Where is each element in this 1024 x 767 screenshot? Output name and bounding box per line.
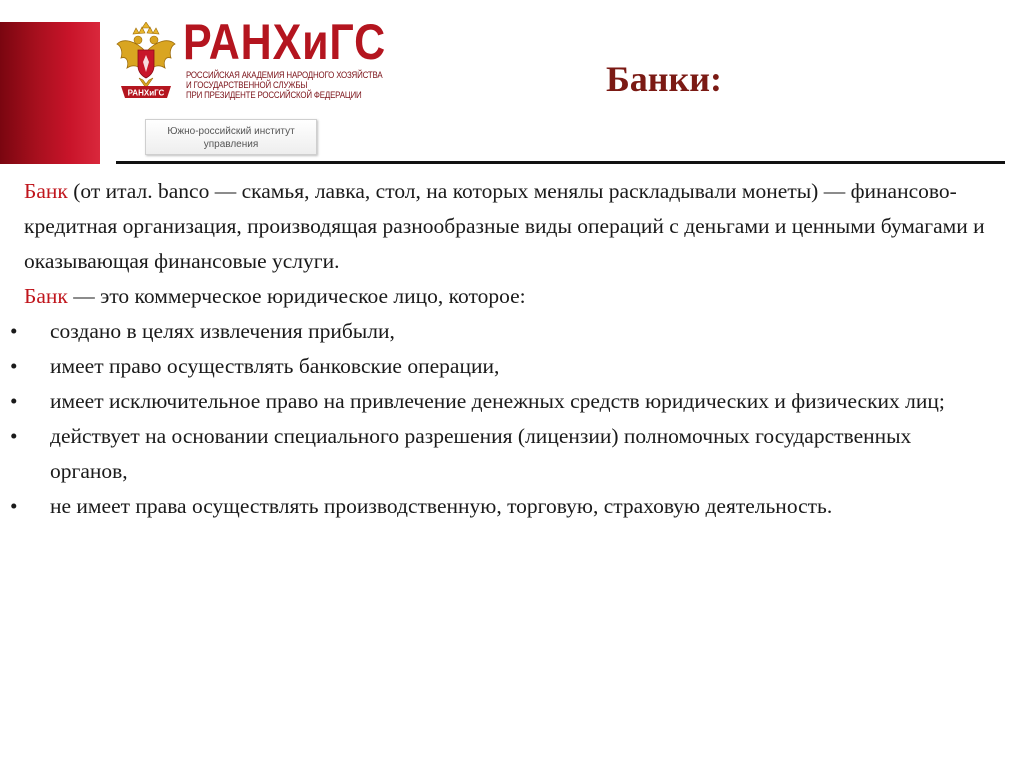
legal-term: Банк [24,284,68,308]
list-item-text: создано в целях извлечения прибыли, [50,319,395,343]
logo-subtitle [186,70,383,100]
institute-line: управления [203,139,259,150]
slide-body [0,174,1024,524]
list-item [0,489,1024,524]
institute-label-box [145,119,317,155]
bullet-list [0,314,1024,524]
logo-subtitle-line: И ГОСУДАРСТВЕННОЙ СЛУЖБЫ [186,80,308,90]
institute-line: Южно-российский институт [167,126,295,137]
title-divider [116,161,1005,164]
list-item-text: не имеет права осуществлять производственную, торговую, страховую деятельность. [50,494,833,518]
list-item-text: имеет исключительное право на привлечение денежных средств юридических и физических лиц; [50,389,945,413]
logo-subtitle-line: ПРИ ПРЕЗИДЕНТЕ РОССИЙСКОЙ ФЕДЕРАЦИИ [186,90,362,100]
definition-term: Банк [24,179,68,203]
list-item [0,349,1024,384]
list-item [0,384,1024,419]
red-side-band [0,22,100,164]
list-item [0,314,1024,349]
list-item [0,419,1024,489]
logo-title: РАНХиГС [183,14,387,70]
bullet-icon: • [10,319,18,343]
logo-subtitle-line: РОССИЙСКАЯ АКАДЕМИЯ НАРОДНОГО ХОЗЯЙСТВА [186,70,383,80]
list-item-text: имеет право осуществлять банковские операции, [50,354,500,378]
bullet-icon: • [10,354,18,378]
bullet-icon: • [10,389,18,413]
list-item-text: действует на основании специального разрешения (лицензии) полномочных государственных органов, [50,424,912,483]
bullet-icon: • [10,494,18,518]
definition-paragraph [0,174,1024,279]
bullet-icon: • [10,424,18,448]
emblem-ribbon-text: РАНХиГС [127,88,165,98]
legal-text: — это коммерческое юридическое лицо, которое: [67,284,526,308]
double-headed-eagle-emblem-icon [115,22,177,104]
definition-text: (от итал. banco — скамья, лавка, стол, на которых менялы раскладывали монеты) — финансово-кредитная организация, производящая разнообразные виды операций с деньгами и ценными бумагами и оказывающая финансовые услуги. [24,179,985,273]
legal-paragraph [0,279,1024,314]
slide-title: Банки: [606,59,723,99]
